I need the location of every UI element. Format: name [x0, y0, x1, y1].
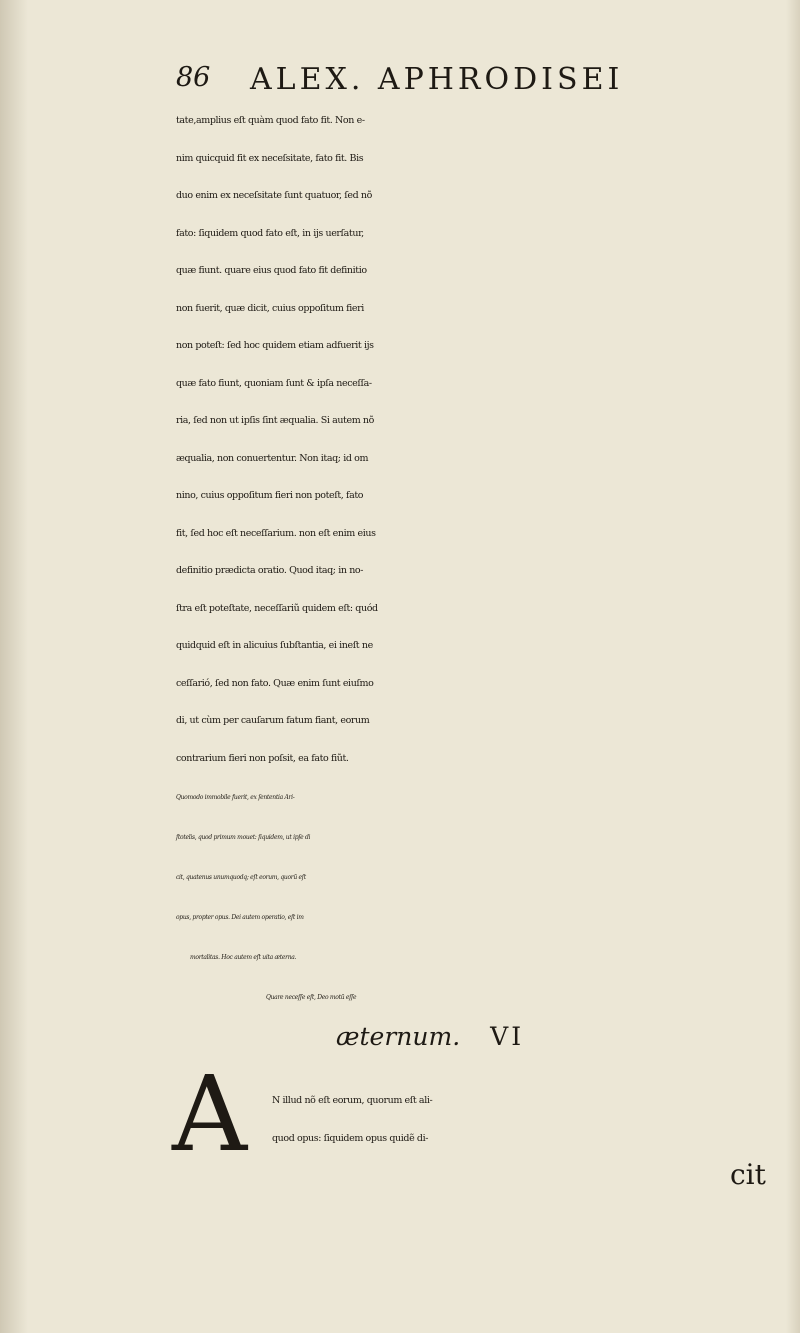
text-line: tate,amplius eſt quàm quod fato fit. Non e- — [176, 115, 365, 126]
text-line: ceſſarió, ſed non fato. Quæ enim ſunt eiuſmo — [176, 677, 374, 689]
heading-line: Quare neceſſe eſt, Deo motũ eſſe — [266, 994, 357, 1001]
chapter-heading-end: æternum. — [336, 1022, 461, 1051]
text-line: non poteſt: ſed hoc quidem etiam adfuerit ijs — [176, 340, 374, 351]
text-line: fato: ſiquidem quod fato eſt, in ijs uerſatur, — [176, 227, 364, 239]
text-line: quæ fiunt. quare eius quod fato fit definitio — [176, 265, 367, 276]
running-head — [170, 62, 770, 102]
heading-line: opus, propter opus. Dei autem operatio, eſt im — [176, 914, 304, 921]
body-text — [176, 102, 776, 777]
text-line: nim quicquid fit ex neceſsitate, fato fit. Bis — [176, 152, 364, 164]
gutter-shadow — [0, 0, 28, 1333]
text-line: di, ut cùm per cauſarum fatum fiant, eorum — [176, 715, 370, 726]
heading-line: Quomodo immobile fuerit, ex ſententia Ari- — [176, 794, 295, 801]
chapter-line — [336, 1022, 524, 1051]
heading-line: mortalitas. Hoc autem eſt uita æterna. — [190, 954, 297, 961]
heading-line: cit, quatenus unumquodq; eſt eorum, quorũ eſt — [176, 874, 306, 881]
chapter-number: VI — [490, 1022, 525, 1051]
chapter-heading — [176, 778, 776, 1018]
running-title: ALEX. APHRODISEI — [250, 62, 624, 97]
text-line: quod opus: ſiquidem opus quidẽ di- — [272, 1133, 429, 1144]
text-line: nino, cuius oppoſitum fieri non poteſt, fato — [176, 490, 364, 501]
heading-line: ſtotelis, quod primum mouet: ſiquidem, ut ipſe di — [176, 834, 311, 841]
text-line: quæ fato fiunt, quoniam ſunt & ipſa neceſſa- — [176, 377, 372, 389]
edge-shadow — [786, 0, 800, 1333]
text-line: definitio prædicta oratio. Quod itaq; in no- — [176, 565, 364, 576]
catchword: cit — [730, 1158, 766, 1191]
text-line: non fuerit, quæ dicit, cuius oppoſitum fieri — [176, 302, 364, 314]
text-line: quidquid eſt in alicuius ſubſtantia, ei ineſt ne — [176, 640, 373, 651]
text-line: fit, ſed hoc eſt neceſſarium. non eſt enim eius — [176, 527, 376, 539]
text-line: ria, ſed non ut ipſis ſint æqualia. Si autem nõ — [176, 415, 374, 426]
opening-text — [272, 1082, 772, 1158]
text-line: contrarium fieri non poſsit, ea fato fiũt. — [176, 752, 349, 764]
drop-cap: A — [172, 1053, 248, 1175]
text-line: N illud nõ eſt eorum, quorum eſt ali- — [272, 1095, 433, 1106]
text-line: æqualia, non conuertentur. Non itaq; id om — [176, 452, 369, 464]
text-line: ſtra eſt poteſtate, neceſſariũ quidem eſt: quód — [176, 602, 378, 614]
text-line: duo enim ex neceſsitate ſunt quatuor, ſed nõ — [176, 190, 372, 201]
page-number: 86 — [176, 62, 211, 93]
